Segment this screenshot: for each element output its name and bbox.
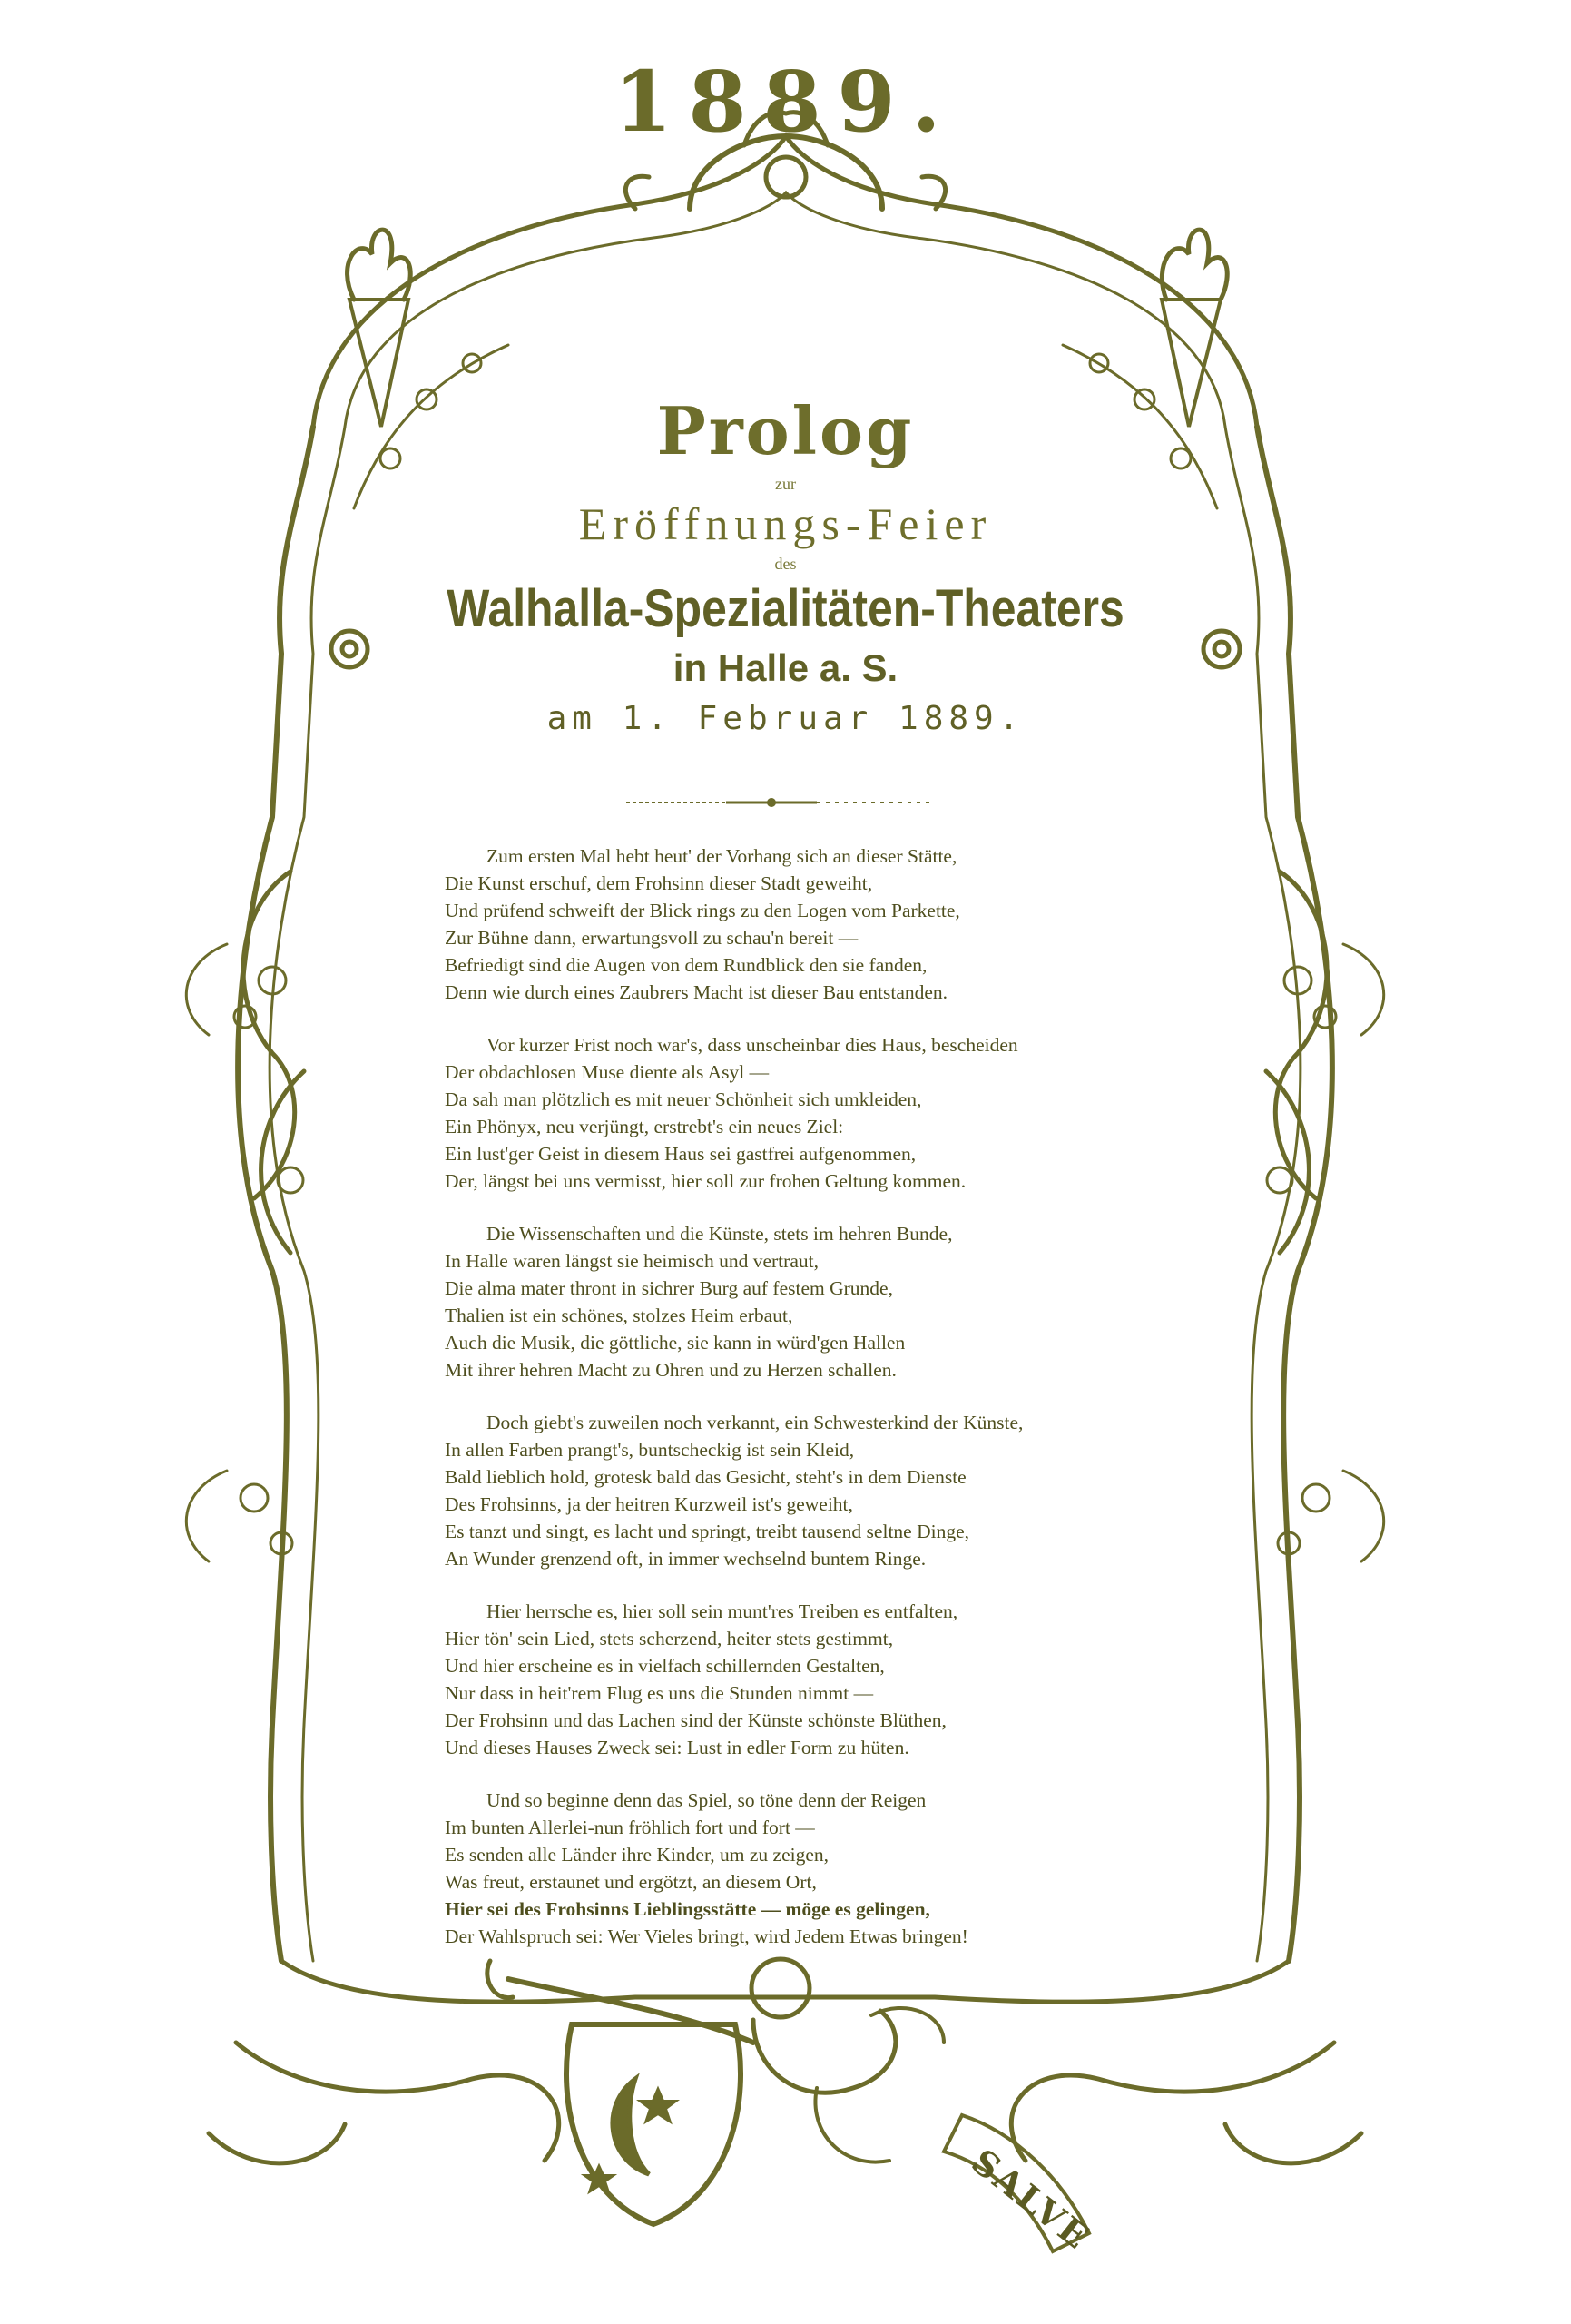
poem-line-bold: Hier sei des Frohsinns Lieblingsstätte — möge es gelingen, — [445, 1898, 930, 1920]
stanza — [445, 1220, 1134, 1384]
poem-line: Was freut, erstaunet und ergötzt, an diesem Ort, — [445, 1871, 817, 1893]
zur-label: zur — [775, 475, 796, 493]
poem-line: Zum ersten Mal hebt heut' der Vorhang sich an dieser Stätte, — [486, 845, 957, 867]
poem-line: In Halle waren längst sie heimisch und vertraut, — [445, 1250, 819, 1272]
poem-line: Der Frohsinn und das Lachen sind der Künste schönste Blüthen, — [445, 1709, 947, 1731]
horn-icon — [508, 1979, 753, 2043]
poem — [445, 842, 1134, 1975]
poem-line: Die Kunst erschuf, dem Frohsinn dieser Stadt geweiht, — [445, 872, 873, 894]
stanza — [445, 842, 1134, 1006]
stanza — [445, 1598, 1134, 1761]
stanza — [445, 1409, 1134, 1572]
stanza — [445, 1787, 1134, 1950]
theater-name: Walhalla-Spezialitäten-Theaters — [447, 579, 1124, 638]
title-block — [363, 390, 1208, 744]
poem-line: Es senden alle Länder ihre Kinder, um zu zeigen, — [445, 1844, 829, 1866]
prolog-title: Prolog — [656, 392, 915, 469]
poem-line: Hier herrsche es, hier soll sein munt'res Treiben es entfalten, — [486, 1600, 958, 1622]
poem-line: Mit ihrer hehren Macht zu Ohren und zu Herzen schallen. — [445, 1359, 897, 1381]
poem-line: Bald lieblich hold, grotesk bald das Gesicht, steht's in dem Dienste — [445, 1466, 967, 1488]
poem-line: Ein lust'ger Geist in diesem Haus sei gastfrei aufgenommen, — [445, 1143, 917, 1165]
poem-line: Auch die Musik, die göttliche, sie kann in würd'gen Hallen — [445, 1332, 906, 1354]
poem-line: Die Wissenschaften und die Künste, stets im hehren Bunde, — [486, 1223, 953, 1245]
poem-line: Und prüfend schweift der Blick rings zu den Logen vom Parkette, — [445, 900, 960, 921]
poem-line: Vor kurzer Frist noch war's, dass unscheinbar dies Haus, bescheiden — [486, 1034, 1018, 1056]
poem-line: Zur Bühne dann, erwartungsvoll zu schau'n bereit — — [445, 927, 859, 949]
poem-line: Und hier erscheine es in vielfach schillernden Gestalten, — [445, 1655, 885, 1677]
poem-line: Denn wie durch eines Zaubrers Macht ist dieser Bau entstanden. — [445, 981, 948, 1003]
place-name: in Halle a. S. — [673, 646, 898, 689]
top-arch — [313, 136, 1257, 427]
poem-line: Der, längst bei uns vermisst, hier soll zur frohen Geltung kommen. — [445, 1170, 967, 1192]
poem-line: Und dieses Hauses Zweck sei: Lust in edler Form zu hüten. — [445, 1737, 909, 1758]
crescent-star-shield-icon — [566, 2024, 741, 2224]
poem-line: Hier tön' sein Lied, stets scherzend, heiter stets gestimmt, — [445, 1628, 894, 1649]
poem-line: Ein Phönyx, neu verjüngt, erstrebt's ein neues Ziel: — [445, 1116, 844, 1137]
poem-line: Doch giebt's zuweilen noch verkannt, ein Schwesterkind der Künste, — [486, 1412, 1024, 1433]
cherub-icon — [751, 1959, 944, 2162]
poem-line: In allen Farben prangt's, buntscheckig ist sein Kleid, — [445, 1439, 855, 1461]
right-column — [1257, 427, 1332, 1961]
poem-line: Es tanzt und singt, es lacht und springt, treibt tausend seltne Dinge, — [445, 1521, 970, 1542]
year-heading: 1889. — [614, 53, 957, 151]
poem-line: An Wunder grenzend oft, in immer wechselnd buntem Ringe. — [445, 1548, 927, 1570]
event-date: am 1. Februar 1889. — [546, 700, 1025, 737]
poem-line: Da sah man plötzlich es mit neuer Schönheit sich umkleiden, — [445, 1088, 922, 1110]
poem-line: Befriedigt sind die Augen von dem Rundblick den sie fanden, — [445, 954, 928, 976]
poem-line: Der obdachlosen Muse diente als Asyl — — [445, 1061, 770, 1083]
left-column — [238, 427, 313, 1961]
salve-banner-text: SALVE — [964, 2141, 1099, 2259]
poem-line: Nur dass in heit'rem Flug es uns die Stunden nimmt — — [445, 1682, 874, 1704]
poem-line: Der Wahlspruch sei: Wer Vieles bringt, wird Jedem Etwas bringen! — [445, 1925, 968, 1947]
stanza — [445, 1031, 1134, 1195]
event-title: Eröffnungs-Feier — [578, 498, 993, 549]
poem-line: Thalien ist ein schönes, stolzes Heim erbaut, — [445, 1305, 793, 1326]
poem-line: Im bunten Allerlei-nun fröhlich fort und fort — — [445, 1817, 815, 1838]
poem-line: Und so beginne denn das Spiel, so töne denn der Reigen — [486, 1789, 927, 1811]
poem-line: Des Frohsinns, ja der heitren Kurzweil ist's geweiht, — [445, 1493, 853, 1515]
poem-line: Die alma mater thront in sichrer Burg auf festem Grunde, — [445, 1277, 893, 1299]
des-label: des — [774, 555, 797, 573]
